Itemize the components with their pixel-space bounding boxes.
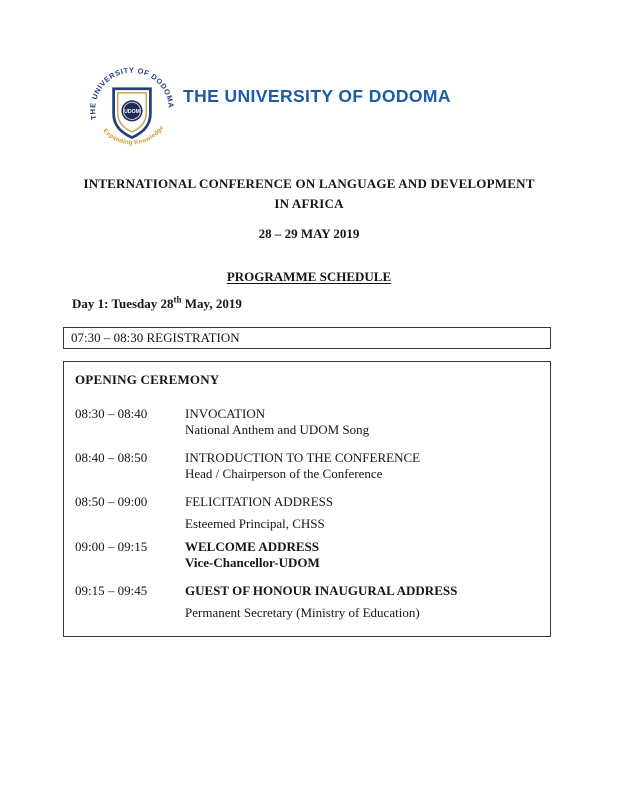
title-block — [0, 174, 618, 287]
conference-title: INTERNATIONAL CONFERENCE ON LANGUAGE AND DEVELOPMENT IN AFRICA — [83, 176, 535, 211]
opening-ceremony-box — [63, 361, 551, 637]
university-logo — [86, 60, 178, 158]
schedule-title: GUEST OF HONOUR INAUGURAL ADDRESS — [185, 583, 458, 598]
schedule-title: INVOCATION — [185, 406, 266, 421]
schedule-subtitle: Head / Chairperson of the Conference — [185, 466, 383, 481]
schedule-time: 08:30 – 08:40 — [75, 406, 148, 421]
university-seal-icon — [86, 60, 178, 158]
registration-label: 07:30 – 08:30 REGISTRATION — [71, 330, 240, 345]
schedule-subtitle: Esteemed Principal, CHSS — [185, 516, 325, 531]
schedule-subtitle: Permanent Secretary (Ministry of Education) — [185, 605, 420, 620]
registration-box — [63, 327, 551, 349]
schedule-info — [185, 583, 457, 621]
schedule-time: 09:00 – 09:15 — [75, 539, 148, 554]
schedule-title: WELCOME ADDRESS — [185, 539, 319, 554]
schedule-row-welcome — [75, 539, 538, 571]
conference-dates: 28 – 29 MAY 2019 — [258, 226, 360, 241]
day-1-suffix: May, 2019 — [181, 296, 242, 311]
programme-schedule-heading: PROGRAMME SCHEDULE — [226, 269, 392, 284]
schedule-title: INTRODUCTION TO THE CONFERENCE — [185, 450, 421, 465]
day-1-ordinal: th — [173, 294, 182, 305]
schedule-subtitle: National Anthem and UDOM Song — [185, 422, 370, 437]
university-name: THE UNIVERSITY OF DODOMA — [183, 86, 451, 106]
schedule-row-felicitation — [75, 494, 538, 532]
schedule-time: 08:40 – 08:50 — [75, 450, 148, 465]
schedule-info — [185, 539, 320, 571]
logo-arc-text: THE UNIVERSITY OF DODOMA — [88, 65, 176, 121]
schedule-info — [185, 450, 420, 482]
schedule-list — [75, 406, 538, 621]
day-1-prefix: Day 1: Tuesday 28 — [72, 296, 174, 311]
schedule-time: 08:50 – 09:00 — [75, 494, 148, 509]
logo-banner-text: Expanding Knowledge — [101, 124, 166, 147]
schedule-time: 09:15 – 09:45 — [75, 583, 148, 598]
schedule-info — [185, 406, 369, 438]
schedule-row-invocation — [75, 406, 538, 438]
schedule-row-introduction — [75, 450, 538, 482]
schedule-info — [185, 494, 333, 532]
schedule-subtitle: Vice-Chancellor-UDOM — [185, 555, 320, 570]
opening-ceremony-heading: OPENING CEREMONY — [75, 372, 220, 387]
day-1-heading — [72, 296, 242, 312]
schedule-title: FELICITATION ADDRESS — [185, 494, 334, 509]
schedule-row-guest-of-honour — [75, 583, 538, 621]
logo-center-text: UDOM — [124, 109, 140, 116]
